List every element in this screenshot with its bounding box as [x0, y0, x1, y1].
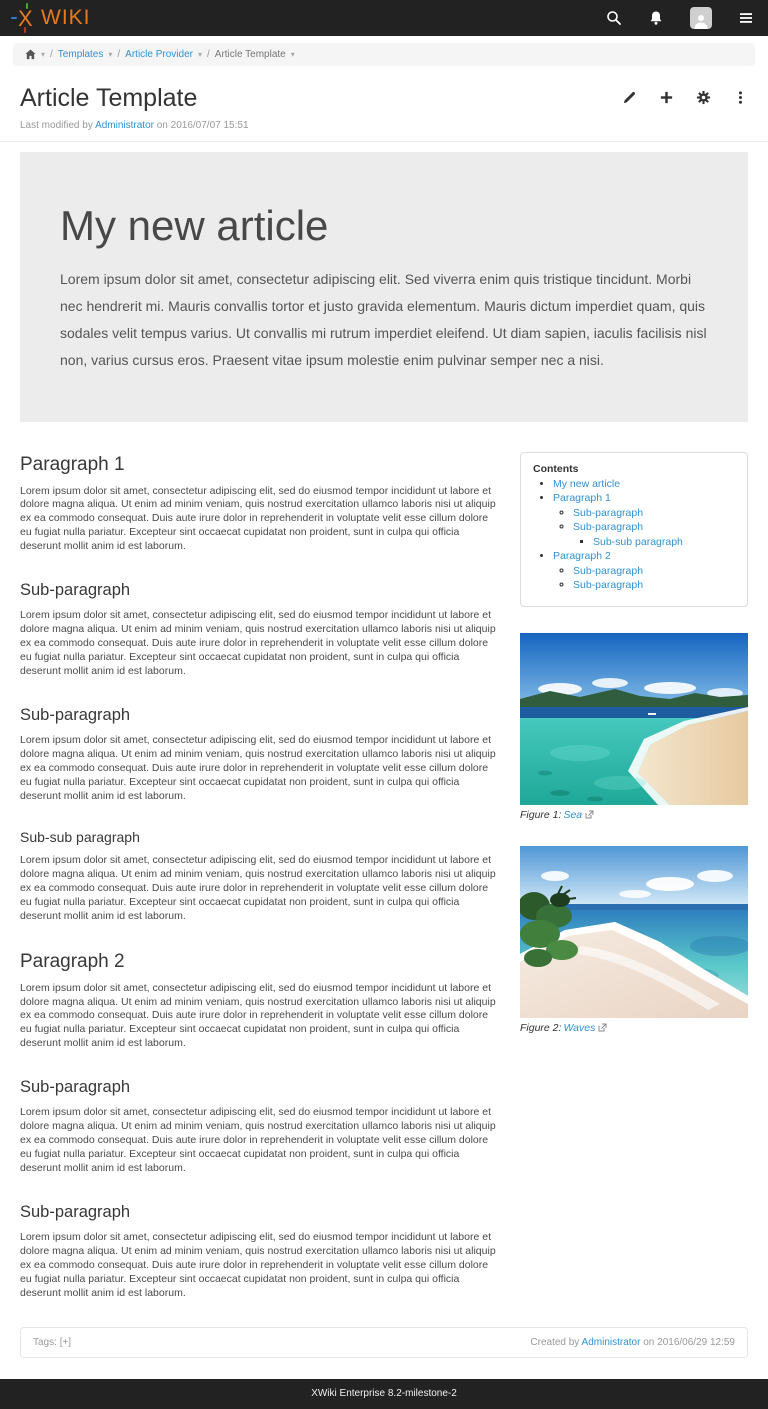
search-icon[interactable] — [606, 10, 622, 26]
figure-caption — [520, 1022, 748, 1034]
sidebar — [520, 452, 748, 1034]
section-heading: Sub-paragraph — [20, 706, 131, 725]
figure-waves — [520, 846, 748, 1034]
toc-item — [573, 507, 735, 519]
toc-link[interactable]: My new article — [553, 477, 621, 490]
sea-photo[interactable] — [520, 633, 748, 805]
figure-link-sea[interactable]: Sea — [563, 808, 583, 821]
toc-item — [553, 492, 735, 548]
created-by-user-link[interactable]: Administrator — [581, 1336, 641, 1348]
toc-item — [573, 579, 735, 591]
add-tag-button[interactable]: [+] — [59, 1336, 72, 1348]
article-body — [20, 452, 500, 1301]
user-avatar[interactable] — [690, 7, 712, 29]
figure-sea — [520, 633, 748, 821]
document-footer-panel — [20, 1327, 748, 1358]
table-of-contents — [520, 452, 748, 607]
page-header — [0, 72, 768, 142]
page-title: Article Template — [20, 84, 198, 112]
section-paragraph: Lorem ipsum dolor sit amet, consectetur adipiscing elit, sed do eiusmod tempor incididunt ut labore et dolore magna aliqua. Ut enim ad minim veniam, quis nostrud exercitation ullamco laboris nisi ut aliquip ex ea commodo consequat. Duis aute irure dolor in reprehenderit in voluptate velit esse cillum dolore eu fugiat nulla pariatur. Excepteur sint occaecat cupidatat non proident, sunt in culpa qui officia deserunt mollit anim id est laborum. — [20, 981, 496, 1050]
notifications-bell-icon[interactable] — [648, 10, 664, 26]
article-hero — [20, 152, 748, 422]
figure-label: Figure 1: — [520, 808, 562, 821]
toc-item — [573, 565, 735, 577]
figure-caption — [520, 809, 748, 821]
breadcrumb-separator: / — [207, 48, 210, 60]
waves-photo[interactable] — [520, 846, 748, 1018]
home-caret-icon[interactable]: ▾ — [41, 49, 46, 59]
toc-title: Contents — [533, 462, 579, 475]
section-paragraph: Lorem ipsum dolor sit amet, consectetur adipiscing elit, sed do eiusmod tempor incididunt ut labore et dolore magna aliqua. Ut enim ad minim veniam, quis nostrud exercitation ullamco laboris nisi ut aliquip ex ea commodo consequat. Duis aute irure dolor in reprehenderit in voluptate velit esse cillum dolore eu fugiat nulla pariatur. Excepteur sint occaecat cupidatat non proident, sunt in culpa qui officia deserunt mollit anim id est laborum. — [20, 609, 496, 678]
toc-link[interactable]: Sub-paragraph — [573, 506, 644, 519]
toc-link[interactable]: Sub-sub paragraph — [593, 535, 683, 548]
toc-link[interactable]: Sub-paragraph — [573, 564, 644, 577]
chevron-down-icon[interactable]: ▾ — [108, 49, 113, 59]
external-link-icon — [598, 1023, 607, 1032]
section-heading: Sub-sub paragraph — [20, 828, 140, 845]
site-footer — [0, 1379, 768, 1409]
modified-by-user-link[interactable]: Administrator — [95, 120, 154, 131]
more-kebab-icon[interactable] — [733, 90, 748, 105]
section-heading: Paragraph 1 — [20, 453, 125, 475]
figure-label: Figure 2: — [520, 1021, 562, 1034]
section-paragraph: Lorem ipsum dolor sit amet, consectetur adipiscing elit, sed do eiusmod tempor incididunt ut labore et dolore magna aliqua. Ut enim ad minim veniam, quis nostrud exercitation ullamco laboris nisi ut aliquip ex ea commodo consequat. Duis aute irure dolor in reprehenderit in voluptate velit esse cillum dolore eu fugiat nulla pariatur. Excepteur sint occaecat cupidatat non proident, sunt in culpa qui officia deserunt mollit anim id est laborum. — [20, 853, 496, 922]
toc-item — [573, 521, 735, 548]
version-label: XWiki Enterprise 8.2-milestone-2 — [311, 1387, 457, 1399]
toc-item — [593, 536, 735, 548]
toc-link[interactable]: Paragraph 1 — [553, 492, 611, 504]
created-by-line: Created by Administrator on 2016/06/29 12:59 — [530, 1336, 735, 1348]
toc-link[interactable]: Paragraph 2 — [553, 550, 611, 562]
section-heading: Sub-paragraph — [20, 581, 131, 600]
figure-link-waves[interactable]: Waves — [563, 1021, 596, 1034]
settings-gear-icon[interactable] — [696, 90, 711, 105]
section-heading: Sub-paragraph — [20, 1203, 131, 1222]
xwiki-logo-x-icon: X — [14, 5, 40, 31]
section-paragraph: Lorem ipsum dolor sit amet, consectetur adipiscing elit, sed do eiusmod tempor incididunt ut labore et dolore magna aliqua. Ut enim ad minim veniam, quis nostrud exercitation ullamco laboris nisi ut aliquip ex ea commodo consequat. Duis aute irure dolor in reprehenderit in voluptate velit esse cillum dolore eu fugiat nulla pariatur. Excepteur sint occaecat cupidatat non proident, sunt in culpa qui officia deserunt mollit anim id est laborum. — [20, 1106, 496, 1175]
breadcrumb-item-templates[interactable]: Templates — [57, 48, 104, 60]
breadcrumb-item-current: Article Template — [214, 48, 286, 60]
top-navbar — [0, 0, 768, 36]
breadcrumb-separator: / — [117, 48, 121, 60]
edit-pencil-icon[interactable] — [622, 90, 637, 105]
article-lead-paragraph: Lorem ipsum dolor sit amet, consectetur adipiscing elit. Sed viverra enim quis tristique tincidunt. Morbi nec hendrerit mi. Mauris convallis tortor et justo gravida elementum. Mauris dictum imperdiet quam, quis sodales velit tempus varius. Ut convallis mi rutrum imperdiet eleifend. Ut diam sapien, iaculis facilisis nisl non, varius cursus eros. Praesent vitae ipsum molestie enim pulvinar semper nec a nisi. — [60, 271, 707, 368]
add-plus-icon[interactable] — [659, 90, 674, 105]
tags-area — [33, 1337, 71, 1348]
page-actions — [622, 84, 748, 105]
breadcrumb-separator: / — [50, 48, 53, 60]
hamburger-menu-icon[interactable] — [738, 10, 754, 26]
section-paragraph: Lorem ipsum dolor sit amet, consectetur adipiscing elit, sed do eiusmod tempor incididunt ut labore et dolore magna aliqua. Ut enim ad minim veniam, quis nostrud exercitation ullamco laboris nisi ut aliquip ex ea commodo consequat. Duis aute irure dolor in reprehenderit in voluptate velit esse cillum dolore eu fugiat nulla pariatur. Excepteur sint occaecat cupidatat non proident, sunt in culpa qui officia deserunt mollit anim id est laborum. — [20, 1231, 496, 1299]
toc-link[interactable]: Sub-paragraph — [573, 579, 644, 591]
section-paragraph: Lorem ipsum dolor sit amet, consectetur adipiscing elit, sed do eiusmod tempor incididunt ut labore et dolore magna aliqua. Ut enim ad minim veniam, quis nostrud exercitation ullamco laboris nisi ut aliquip ex ea commodo consequat. Duis aute irure dolor in reprehenderit in voluptate velit esse cillum dolore eu fugiat nulla pariatur. Excepteur sint occaecat cupidatat non proident, sunt in culpa qui officia deserunt mollit anim id est laborum. — [20, 734, 496, 802]
toc-link[interactable]: Sub-paragraph — [573, 521, 644, 533]
xwiki-logo[interactable] — [14, 5, 91, 31]
breadcrumb — [13, 43, 755, 66]
article-main-title: My new article — [60, 202, 329, 249]
chevron-down-icon[interactable]: ▾ — [197, 49, 202, 59]
chevron-down-icon[interactable]: ▾ — [290, 49, 295, 59]
person-icon — [693, 13, 709, 29]
section-heading: Paragraph 2 — [20, 950, 125, 972]
toc-item — [553, 550, 735, 591]
external-link-icon — [585, 810, 594, 819]
breadcrumb-item-article-provider[interactable]: Article Provider — [125, 48, 193, 60]
last-modified-line: Last modified by Administrator on 2016/07/07 15:51 — [20, 120, 249, 131]
home-icon[interactable] — [25, 49, 36, 60]
section-heading: Sub-paragraph — [20, 1078, 131, 1097]
section-paragraph: Lorem ipsum dolor sit amet, consectetur adipiscing elit, sed do eiusmod tempor incididunt ut labore et dolore magna aliqua. Ut enim ad minim veniam, quis nostrud exercitation ullamco laboris nisi ut aliquip ex ea commodo consequat. Duis aute irure dolor in reprehenderit in voluptate velit esse cillum dolore eu fugiat nulla pariatur. Excepteur sint occaecat cupidatat non proident, sunt in culpa qui officia deserunt mollit anim id est laborum. — [20, 484, 496, 553]
xwiki-logo-text: WIKI — [41, 6, 91, 29]
tags-label: Tags: — [33, 1336, 57, 1348]
toc-item — [553, 478, 735, 490]
